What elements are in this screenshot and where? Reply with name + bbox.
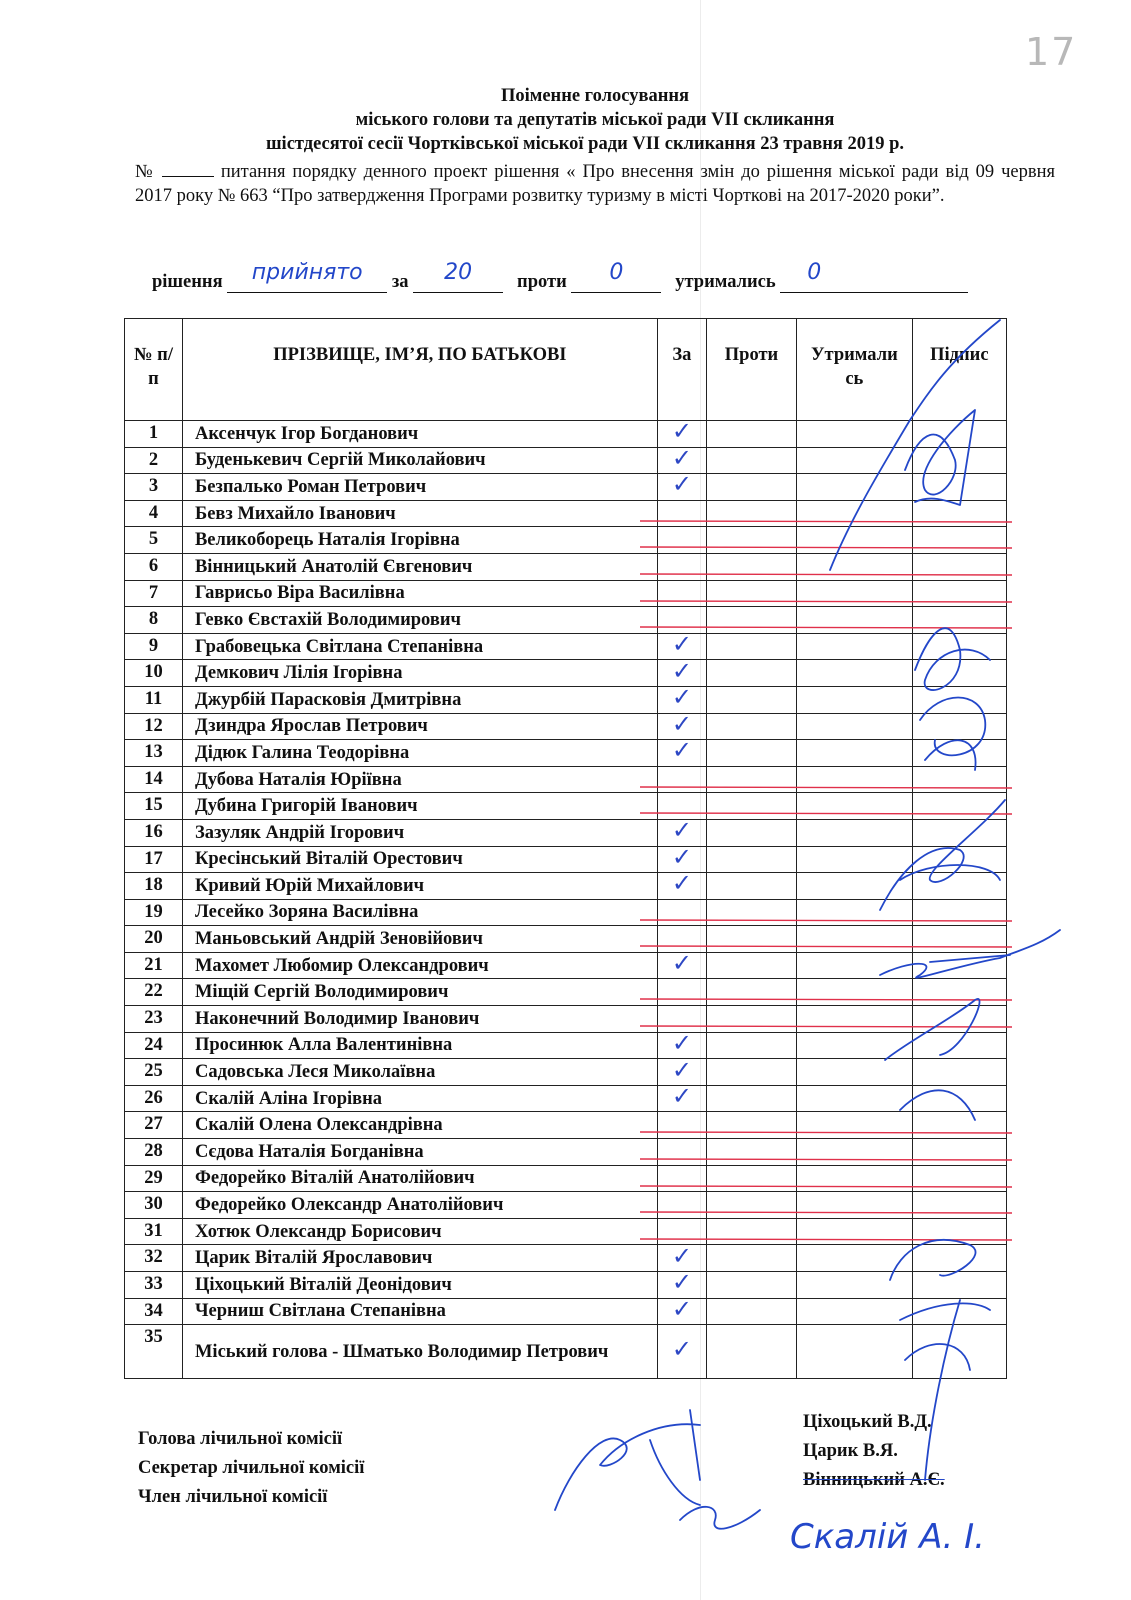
check-mark-icon: ✓ <box>671 709 692 738</box>
row-signature <box>912 607 1006 634</box>
row-signature <box>912 580 1006 607</box>
row-number: 30 <box>125 1192 183 1219</box>
table-row <box>125 873 1007 900</box>
page-number: 17 <box>1025 30 1078 74</box>
row-vote-against <box>706 633 796 660</box>
row-vote-abstained <box>797 474 913 501</box>
row-number: 31 <box>125 1218 183 1245</box>
row-signature <box>912 633 1006 660</box>
row-number: 17 <box>125 846 183 873</box>
name-chair: Ціхоцький В.Д. <box>803 1412 932 1432</box>
row-vote-abstained <box>797 793 913 820</box>
row-number: 21 <box>125 952 183 979</box>
table-row <box>125 447 1007 474</box>
row-signature <box>912 1059 1006 1086</box>
row-name: Грабовецька Світлана Степанівна <box>182 633 657 660</box>
row-name: Великоборець Наталія Ігорівна <box>182 527 657 554</box>
row-name: Кресінський Віталій Орестович <box>182 846 657 873</box>
header-signature: Підпис <box>912 319 1006 421</box>
row-name: Сєдова Наталія Богданівна <box>182 1139 657 1166</box>
row-vote-against <box>706 607 796 634</box>
row-vote-for <box>657 736 706 767</box>
commission-roles <box>138 1425 364 1512</box>
row-name: Скалій Олена Олександрівна <box>182 1112 657 1139</box>
check-mark-icon: ✓ <box>671 683 692 712</box>
row-signature <box>912 500 1006 527</box>
row-vote-abstained <box>797 607 913 634</box>
row-name: Хотюк Олександр Борисович <box>182 1218 657 1245</box>
footer-handwritten-name <box>790 1517 985 1557</box>
check-mark-icon: ✓ <box>671 1335 692 1364</box>
row-name: Дідюк Галина Теодорівна <box>182 740 657 767</box>
row-vote-abstained <box>797 1325 913 1379</box>
row-vote-for <box>657 1139 706 1166</box>
agenda-text: питання порядку денного проект рішення « Про внесення змін до рішення міської ради від 09 червня 2017 року № 663 “Про затвердження Програми розвитку туризму в місті Чорткові на 2017-2020 роки”. <box>135 162 1056 206</box>
row-number: 8 <box>125 607 183 634</box>
table-row <box>125 1085 1007 1112</box>
row-vote-abstained <box>797 819 913 846</box>
row-vote-against <box>706 1165 796 1192</box>
footer-signature-1 <box>555 1410 700 1510</box>
row-signature <box>912 793 1006 820</box>
row-vote-for <box>657 899 706 926</box>
row-name: Дзиндра Ярослав Петрович <box>182 713 657 740</box>
row-vote-against <box>706 926 796 953</box>
row-vote-against <box>706 447 796 474</box>
role-chair: Голова лічильної комісії <box>138 1429 343 1449</box>
for-count: 20 <box>444 260 473 285</box>
row-vote-abstained <box>797 766 913 793</box>
decision-label: рішення <box>152 272 223 292</box>
row-vote-abstained <box>797 421 913 448</box>
row-vote-against <box>706 952 796 979</box>
row-vote-against <box>706 713 796 740</box>
abstained-label: утримались <box>675 272 776 292</box>
check-mark-icon: ✓ <box>671 630 692 659</box>
row-vote-abstained <box>797 740 913 767</box>
row-vote-against <box>706 1272 796 1299</box>
row-name: Садовська Леся Миколаївна <box>182 1059 657 1086</box>
row-vote-against <box>706 1006 796 1033</box>
row-signature <box>912 979 1006 1006</box>
row-vote-abstained <box>797 952 913 979</box>
row-number: 25 <box>125 1059 183 1086</box>
row-vote-abstained <box>797 1298 913 1325</box>
table-row <box>125 686 1007 713</box>
row-number: 24 <box>125 1032 183 1059</box>
table-row <box>125 952 1007 979</box>
row-number: 19 <box>125 899 183 926</box>
row-vote-abstained <box>797 873 913 900</box>
row-name: Лесейко Зоряна Василівна <box>182 899 657 926</box>
row-signature <box>912 819 1006 846</box>
check-mark-icon: ✓ <box>671 736 692 765</box>
row-name: Гаврисьо Віра Василівна <box>182 580 657 607</box>
row-name: Міський голова - Шматько Володимир Петрович <box>182 1325 657 1379</box>
row-name: Просинюк Алла Валентинівна <box>182 1032 657 1059</box>
row-number: 5 <box>125 527 183 554</box>
for-label: за <box>391 272 409 292</box>
table-row <box>125 793 1007 820</box>
row-vote-against <box>706 474 796 501</box>
row-number: 33 <box>125 1272 183 1299</box>
row-vote-abstained <box>797 926 913 953</box>
row-number: 10 <box>125 660 183 687</box>
row-number: 13 <box>125 740 183 767</box>
row-vote-against <box>706 740 796 767</box>
row-number: 16 <box>125 819 183 846</box>
row-name: Демкович Лілія Ігорівна <box>182 660 657 687</box>
row-vote-for <box>657 1165 706 1192</box>
row-vote-for <box>657 1325 706 1379</box>
row-vote-against <box>706 766 796 793</box>
row-signature <box>912 1325 1006 1379</box>
row-vote-abstained <box>797 580 913 607</box>
row-name: Безпалько Роман Петрович <box>182 474 657 501</box>
row-signature <box>912 1298 1006 1325</box>
table-row <box>125 1059 1007 1086</box>
row-signature <box>912 1032 1006 1059</box>
row-name: Федорейко Олександр Анатолійович <box>182 1192 657 1219</box>
row-number: 15 <box>125 793 183 820</box>
row-number: 2 <box>125 447 183 474</box>
row-vote-for <box>657 1082 706 1112</box>
row-signature <box>912 1165 1006 1192</box>
row-number: 11 <box>125 686 183 713</box>
row-vote-for <box>657 553 706 580</box>
row-vote-abstained <box>797 1059 913 1086</box>
row-vote-abstained <box>797 1272 913 1299</box>
row-number: 29 <box>125 1165 183 1192</box>
row-number: 22 <box>125 979 183 1006</box>
row-vote-for <box>657 1294 706 1325</box>
row-number: 23 <box>125 1006 183 1033</box>
table-row <box>125 500 1007 527</box>
footer-signature-text: Скалій А. І. <box>790 1517 985 1557</box>
row-name: Бевз Михайло Іванович <box>182 500 657 527</box>
row-vote-abstained <box>797 553 913 580</box>
row-number: 20 <box>125 926 183 953</box>
table-row <box>125 1325 1007 1379</box>
check-mark-icon: ✓ <box>671 470 692 499</box>
role-member: Член лічильної комісії <box>138 1487 328 1507</box>
table-row <box>125 580 1007 607</box>
table-row <box>125 660 1007 687</box>
for-count-field <box>413 260 503 293</box>
row-vote-abstained <box>797 846 913 873</box>
row-name: Маньовський Андрій Зеновійович <box>182 926 657 953</box>
title-line-2: міського голови та депутатів міської ради VII скликання <box>355 110 835 130</box>
title-line-1: Поіменне голосування <box>500 86 690 106</box>
row-vote-for <box>657 580 706 607</box>
row-vote-against <box>706 1218 796 1245</box>
footer-signature-2 <box>680 1507 760 1529</box>
row-number: 18 <box>125 873 183 900</box>
row-number: 6 <box>125 553 183 580</box>
table-row <box>125 607 1007 634</box>
check-mark-icon: ✓ <box>671 949 692 978</box>
decision-result-field <box>227 260 387 293</box>
row-vote-against <box>706 979 796 1006</box>
row-vote-for <box>657 500 706 527</box>
table-row <box>125 421 1007 448</box>
row-signature <box>912 899 1006 926</box>
agenda-prefix: № <box>135 162 155 182</box>
row-vote-against <box>706 527 796 554</box>
table-row <box>125 1006 1007 1033</box>
row-name: Зазуляк Андрій Ігорович <box>182 819 657 846</box>
check-mark-icon: ✓ <box>671 1055 692 1084</box>
row-vote-against <box>706 846 796 873</box>
check-mark-icon: ✓ <box>671 816 692 845</box>
check-mark-icon: ✓ <box>671 1028 692 1057</box>
check-mark-icon: ✓ <box>671 1268 692 1297</box>
row-name: Ціхоцький Віталій Деонідович <box>182 1272 657 1299</box>
row-vote-for <box>657 470 706 501</box>
header-num: № п/п <box>125 319 183 421</box>
against-label: проти <box>517 272 567 292</box>
row-vote-against <box>706 500 796 527</box>
commission-names <box>803 1408 945 1495</box>
row-name: Вінницький Анатолій Євгенович <box>182 553 657 580</box>
row-vote-against <box>706 1298 796 1325</box>
row-vote-abstained <box>797 1192 913 1219</box>
row-number: 28 <box>125 1139 183 1166</box>
row-signature <box>912 1245 1006 1272</box>
row-vote-abstained <box>797 1112 913 1139</box>
row-number: 9 <box>125 633 183 660</box>
row-vote-for <box>657 949 706 979</box>
table-row <box>125 1032 1007 1059</box>
row-signature <box>912 527 1006 554</box>
row-signature <box>912 740 1006 767</box>
row-vote-abstained <box>797 713 913 740</box>
row-signature <box>912 660 1006 687</box>
table-row <box>125 1218 1007 1245</box>
row-signature <box>912 1272 1006 1299</box>
agenda-number-blank <box>162 160 214 177</box>
row-vote-for <box>657 1112 706 1139</box>
row-vote-against <box>706 660 796 687</box>
check-mark-icon: ✓ <box>671 1241 692 1270</box>
row-vote-against <box>706 421 796 448</box>
table-header-row <box>125 319 1007 421</box>
decision-summary <box>152 260 1032 293</box>
row-signature <box>912 952 1006 979</box>
row-name: Черниш Світлана Степанівна <box>182 1298 657 1325</box>
title-line-3: шістдесятої сесії Чортківської міської ради VII скликання 23 травня 2019 р. <box>265 134 905 154</box>
row-vote-against <box>706 553 796 580</box>
row-vote-against <box>706 1245 796 1272</box>
against-count: 0 <box>609 260 624 285</box>
row-vote-for <box>657 527 706 554</box>
row-vote-against <box>706 1112 796 1139</box>
row-name: Джурбій Парасковія Дмитрівна <box>182 686 657 713</box>
row-vote-against <box>706 793 796 820</box>
decision-result: прийнято <box>251 260 363 285</box>
row-number: 7 <box>125 580 183 607</box>
check-mark-icon: ✓ <box>671 443 692 472</box>
row-signature <box>912 1218 1006 1245</box>
row-signature <box>912 1139 1006 1166</box>
row-vote-abstained <box>797 979 913 1006</box>
header-abstained: Утримались <box>797 319 913 421</box>
row-signature <box>912 686 1006 713</box>
table-row <box>125 819 1007 846</box>
row-vote-against <box>706 580 796 607</box>
row-number: 26 <box>125 1085 183 1112</box>
row-signature <box>912 553 1006 580</box>
row-signature <box>912 474 1006 501</box>
row-vote-against <box>706 1139 796 1166</box>
row-vote-abstained <box>797 1218 913 1245</box>
row-signature <box>912 713 1006 740</box>
row-number: 35 <box>125 1325 183 1379</box>
row-vote-against <box>706 1192 796 1219</box>
row-vote-against <box>706 1085 796 1112</box>
row-number: 34 <box>125 1298 183 1325</box>
check-mark-icon: ✓ <box>671 869 692 898</box>
row-name: Міщій Сергій Володимирович <box>182 979 657 1006</box>
row-vote-abstained <box>797 686 913 713</box>
row-vote-against <box>706 899 796 926</box>
abstained-count: 0 <box>807 260 822 285</box>
row-vote-abstained <box>797 1032 913 1059</box>
row-number: 32 <box>125 1245 183 1272</box>
row-vote-for <box>657 979 706 1006</box>
row-vote-for <box>657 766 706 793</box>
name-secretary: Царик В.Я. <box>803 1441 898 1461</box>
table-row <box>125 1112 1007 1139</box>
row-number: 14 <box>125 766 183 793</box>
row-vote-abstained <box>797 1245 913 1272</box>
row-name: Царик Віталій Ярославович <box>182 1245 657 1272</box>
table-row <box>125 979 1007 1006</box>
table-row <box>125 1272 1007 1299</box>
table-row <box>125 633 1007 660</box>
role-secretary: Секретар лічильної комісії <box>138 1458 365 1478</box>
row-name: Дубова Наталія Юріївна <box>182 766 657 793</box>
row-signature <box>912 873 1006 900</box>
row-vote-abstained <box>797 1085 913 1112</box>
row-vote-against <box>706 1032 796 1059</box>
name-member: Вінницький А.Є. <box>803 1470 945 1490</box>
check-mark-icon: ✓ <box>671 1294 692 1323</box>
table-row <box>125 740 1007 767</box>
table-row <box>125 1298 1007 1325</box>
check-mark-icon: ✓ <box>671 1082 692 1111</box>
header-for: За <box>657 319 706 421</box>
row-vote-against <box>706 686 796 713</box>
row-vote-abstained <box>797 1139 913 1166</box>
row-signature <box>912 421 1006 448</box>
table-row <box>125 553 1007 580</box>
check-mark-icon: ✓ <box>671 842 692 871</box>
row-name: Кривий Юрій Михайлович <box>182 873 657 900</box>
row-signature <box>912 846 1006 873</box>
agenda-item <box>135 160 1055 208</box>
row-name: Дубина Григорій Іванович <box>182 793 657 820</box>
row-name: Гевко Євстахій Володимирович <box>182 607 657 634</box>
row-vote-abstained <box>797 500 913 527</box>
row-vote-for <box>657 1192 706 1219</box>
row-name: Наконечний Володимир Іванович <box>182 1006 657 1033</box>
table-row <box>125 766 1007 793</box>
row-name: Федорейко Віталій Анатолійович <box>182 1165 657 1192</box>
table-row <box>125 713 1007 740</box>
document-header <box>135 84 1055 208</box>
table-row <box>125 1192 1007 1219</box>
table-row <box>125 1245 1007 1272</box>
row-name: Махомет Любомир Олександрович <box>182 952 657 979</box>
row-number: 4 <box>125 500 183 527</box>
row-signature <box>912 1006 1006 1033</box>
table-row <box>125 1139 1007 1166</box>
row-signature <box>912 1192 1006 1219</box>
row-signature <box>912 447 1006 474</box>
row-signature <box>912 766 1006 793</box>
row-vote-abstained <box>797 1006 913 1033</box>
table-row <box>125 899 1007 926</box>
table-row <box>125 527 1007 554</box>
row-name: Скалій Аліна Ігорівна <box>182 1085 657 1112</box>
row-vote-abstained <box>797 447 913 474</box>
row-number: 3 <box>125 474 183 501</box>
row-vote-abstained <box>797 633 913 660</box>
row-signature <box>912 926 1006 953</box>
row-vote-abstained <box>797 1165 913 1192</box>
row-number: 1 <box>125 421 183 448</box>
table-row <box>125 846 1007 873</box>
row-number: 12 <box>125 713 183 740</box>
row-signature <box>912 1085 1006 1112</box>
row-vote-against <box>706 873 796 900</box>
header-name: ПРІЗВИЩЕ, ІМ’Я, ПО БАТЬКОВІ <box>182 319 657 421</box>
row-name: Аксенчук Ігор Богданович <box>182 421 657 448</box>
row-signature <box>912 1112 1006 1139</box>
table-row <box>125 474 1007 501</box>
table-body <box>125 417 1007 1379</box>
row-vote-against <box>706 1059 796 1086</box>
abstained-count-field <box>780 260 968 293</box>
row-name: Буденькевич Сергій Миколайович <box>182 447 657 474</box>
row-vote-abstained <box>797 660 913 687</box>
header-against: Проти <box>706 319 796 421</box>
row-number: 27 <box>125 1112 183 1139</box>
table-row <box>125 1165 1007 1192</box>
row-vote-abstained <box>797 527 913 554</box>
check-mark-icon: ✓ <box>671 417 692 446</box>
row-vote-against <box>706 1325 796 1379</box>
roll-call-table <box>124 318 1007 1379</box>
against-count-field <box>571 260 661 293</box>
check-mark-icon: ✓ <box>671 656 692 685</box>
row-vote-for <box>657 869 706 900</box>
row-vote-against <box>706 819 796 846</box>
table-row <box>125 926 1007 953</box>
row-vote-abstained <box>797 899 913 926</box>
